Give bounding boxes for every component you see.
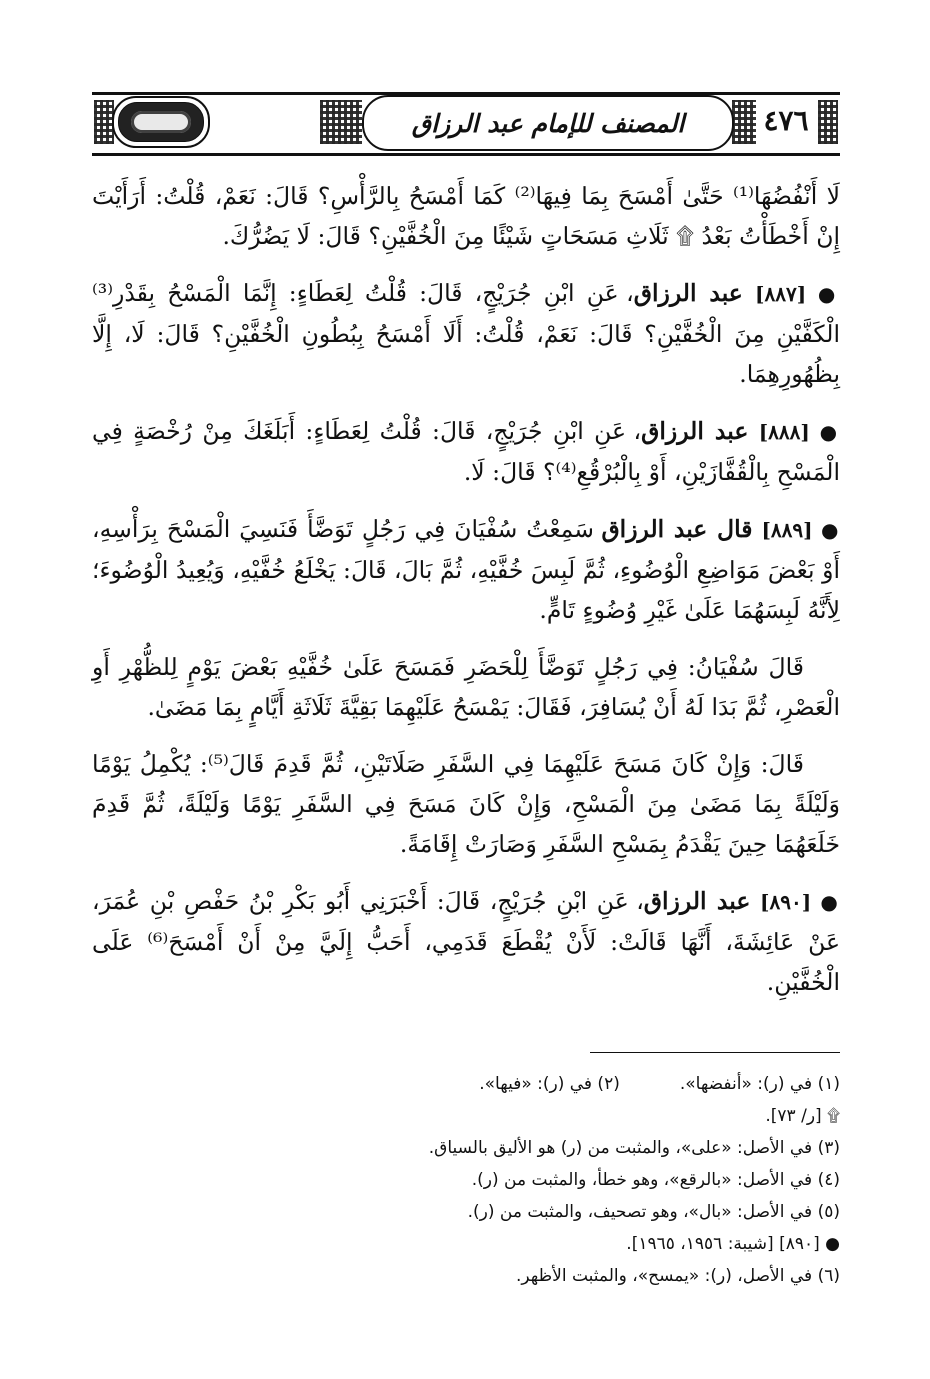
hadith-number: ● [٨٩٠] [760, 890, 840, 914]
footnote-5: (٥) في الأصل: «بال»، وهو تصحيف، والمثبت من (ر). [467, 1202, 840, 1222]
paragraph-qala [92, 744, 840, 864]
hadith-number: ● [٨٨٩] [761, 518, 840, 542]
page-header [92, 92, 840, 156]
header-ornament-center-right [732, 100, 756, 144]
hadith-text: ، عَنِ ابْنِ جُرَيْجٍ، قَالَ: قُلْتُ لِعَطَاءٍ: إِنَّمَا الْمَسْحُ بِقَدْرِ⁽³⁾ الْكَفَّيْنِ مِنَ الْخُفَّيْنِ؟ قَالَ: نَعَمْ، قُلْتُ: أَلَا أَمْسَحُ بِبُطُونِ الْخُفَّيْنِ؟ قَالَ: لَا، إِلَّا بِظُهُورِهِمَا. [92, 279, 840, 388]
hadith-890 [92, 881, 840, 1002]
footnote-6: (٦) في الأصل، (ر): «يمسح»، والمثبت الأظهر. [516, 1266, 840, 1286]
hadith-number: ● [٨٨٨] [758, 420, 840, 444]
hadith-888 [92, 411, 840, 492]
hadith-text: ، عَنِ ابْنِ جُرَيْجٍ، قَالَ: أَخْبَرَنِي أَبُو بَكْرِ بْنُ حَفْصِ بْنِ عُمَرَ، عَنْ عَائِشَةَ، أَنَّهَا قَالَتْ: لَأَنْ يُقْطَعَ قَدَمِي، أَحَبُّ إِلَيَّ مِنْ أَنْ أَمْسَحَ⁽⁶⁾ عَلَى الْخُفَّيْنِ. [92, 887, 840, 996]
book-logo [112, 96, 210, 148]
paragraph-sufyan [92, 647, 840, 727]
calligraphy-emblem-icon [131, 111, 191, 133]
cross-reference: ● [٨٩٠] [شيبة: ١٩٥٦، ١٩٦٥]. [626, 1234, 840, 1254]
book-logo-emblem [118, 102, 204, 142]
header-ornament-left [94, 100, 114, 144]
hadith-889 [92, 509, 840, 630]
footnote-1: (١) في (ر): «أنفضها». [679, 1074, 840, 1094]
book-title: المصنف للإمام عبد الرزاق [411, 108, 685, 138]
footnote-2: (٢) في (ر): «فيها». [479, 1074, 620, 1094]
footnote-3: (٣) في الأصل: «على»، والمثبت من (ر) هو الأليق بالسياق. [428, 1138, 840, 1158]
hadith-narrator: عبد الرزاق [641, 417, 749, 445]
paragraph-text: قَالَ سُفْيَانُ: فِي رَجُلٍ تَوَضَّأَ لِلْحَضَرِ فَمَسَحَ عَلَىٰ خُفَّيْهِ بَعْضَ يَوْمٍ لِلظُّهْرِ أَوِ الْعَصْرِ، ثُمَّ بَدَا لَهُ أَنْ يُسَافِرَ، فَقَالَ: يَمْسَحُ عَلَيْهِمَا بَقِيَّةَ ثَلَاثَةِ أَيَّامٍ بِمَا مَضَىٰ. [92, 653, 840, 721]
page-number-box [754, 96, 818, 144]
footnotes [92, 1068, 840, 1292]
header-ornament-right [818, 100, 838, 144]
hadith-number: ● [٨٨٧] [755, 282, 840, 306]
paragraph-text: لَا أَنْفُضُهَا⁽¹⁾ حَتَّىٰ أَمْسَحَ بِمَا فِيهَا⁽²⁾ كَمَا أَمْسَحُ بِالرَّأْسِ؟ قَالَ: نَعَمْ، قُلْتُ: أَرَأَيْتَ إِنْ أَخْطَأْتُ بَعْدُ ۩ ثَلَاثِ مَسَحَاتٍ شَيْئًا مِنَ الْخُفَّيْنِ؟ قَالَ: لَا يَضُرُّكَ. [92, 182, 840, 250]
paragraph-continuation [92, 176, 840, 256]
hadith-narrator: قال عبد الرزاق [601, 515, 753, 543]
footnote-row [92, 1068, 840, 1100]
page-number: ٤٧٦ [763, 103, 809, 137]
paragraph-text: قَالَ: وَإِنْ كَانَ مَسَحَ عَلَيْهِمَا فِي السَّفَرِ صَلَاتَيْنِ، ثُمَّ قَدِمَ قَالَ⁽⁵⁾: يُكْمِلُ يَوْمًا وَلَيْلَةً بِمَا مَضَىٰ مِنَ الْمَسْحِ، وَإِنْ كَانَ مَسَحَ فِي السَّفَرِ يَوْمًا وَلَيْلَةً، ثُمَّ قَدِمَ خَلَعَهُمَا حِينَ يَقْدَمُ بِمَسْحِ السَّفَرِ وَصَارَتْ إِقَامَةً. [92, 750, 840, 858]
hadith-887 [92, 273, 840, 394]
footnote-4: (٤) في الأصل: «بالرقع»، وهو خطأ، والمثبت من (ر). [471, 1170, 840, 1190]
hadith-narrator: عبد الرزاق [643, 887, 751, 915]
main-text [92, 176, 840, 1019]
hadith-narrator: عبد الرزاق [633, 279, 743, 307]
manuscript-marker: ۩ [ر/ ٧٣]. [765, 1106, 840, 1126]
header-title-cartouche [362, 95, 734, 151]
hadith-text: سَمِعْتُ سُفْيَانَ فِي رَجُلٍ تَوَضَّأَ فَنَسِيَ الْمَسْحَ بِرَأْسِهِ، أَوْ بَعْضَ مَوَاضِعِ الْوُضُوءِ، ثُمَّ لَبِسَ خُفَّيْهِ، ثُمَّ بَالَ، قَالَ: يَخْلَعُ خُفَّيْهِ، وَيُعِيدُ الْوُضُوءَ؛ لِأَنَّهُ لَبِسَهُمَا عَلَىٰ غَيْرِ وُضُوءٍ تَامٍّ. [92, 515, 840, 624]
hadith-text: ، عَنِ ابْنِ جُرَيْجٍ، قَالَ: قُلْتُ لِعَطَاءٍ: أَبَلَغَكَ مِنْ رُخْصَةٍ فِي الْمَسْحِ بِالْقُفَّازَيْنِ، أَوْ بِالْبُرْقُعِ⁽⁴⁾؟ قَالَ: لَا. [92, 417, 840, 486]
header-ornament-center-left [320, 100, 362, 144]
footnote-divider [590, 1052, 840, 1053]
